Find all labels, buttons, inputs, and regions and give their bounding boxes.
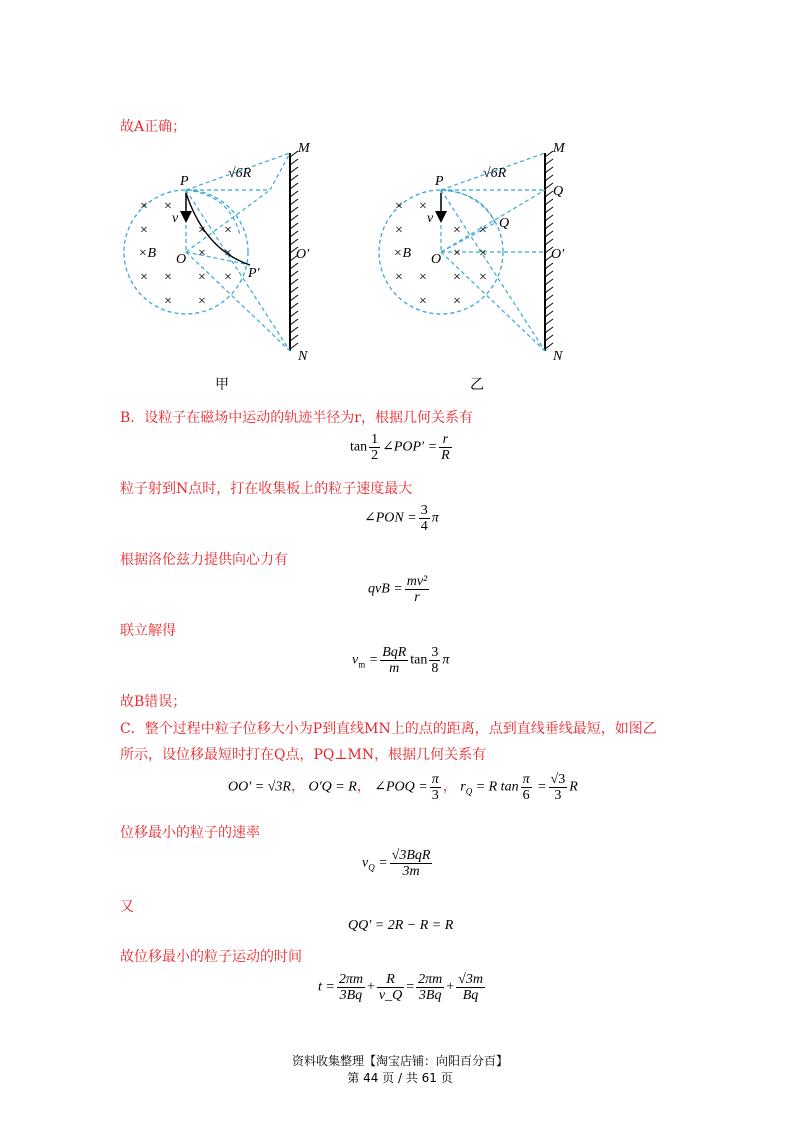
label-q-plate: Q bbox=[553, 184, 564, 199]
svg-text:×: × bbox=[395, 270, 403, 285]
svg-text:×: × bbox=[419, 294, 427, 309]
label-sqrt6r: √6R bbox=[228, 166, 252, 181]
label-o: O bbox=[431, 252, 442, 267]
equation-5: OO′ = √3R， O′Q = R， ∠POQ = $\frac{\pi}{3}$ ， $r_Q = R$ tan $\frac{\pi}{6}$ = $\frac{√3}{3}$ R bbox=[228, 772, 578, 803]
svg-text:×: × bbox=[140, 199, 148, 214]
svg-text:×: × bbox=[395, 223, 403, 238]
label-q-circle: Q bbox=[499, 216, 510, 231]
svg-text:×: × bbox=[224, 246, 232, 261]
label-b: ×B bbox=[138, 246, 156, 261]
svg-text:×: × bbox=[198, 294, 206, 309]
label-p-prime: P' bbox=[248, 266, 260, 281]
svg-text:×: × bbox=[140, 223, 148, 238]
c-rate-text: 位移最小的粒子的速率 bbox=[120, 825, 260, 841]
equation-3: qvB = $\frac{\text{mv²}}{r}$ bbox=[368, 574, 428, 605]
c-intro-line2: 所示，设位移最短时打在Q点，PQ⊥MN，根据几何关系有 bbox=[120, 747, 487, 763]
svg-text:×: × bbox=[198, 223, 206, 238]
svg-text:×: × bbox=[453, 294, 461, 309]
label-o: O bbox=[176, 252, 187, 267]
label-p: P bbox=[180, 174, 189, 189]
b-wrong-text: 故B错误； bbox=[120, 694, 187, 710]
equation-1: tan $\frac{1}{2}$ ∠POP′ = $\frac{r}{R}$ bbox=[350, 432, 450, 463]
figure-jia bbox=[110, 135, 340, 395]
b-n-point-text: 粒子射到N点时，打在收集板上的粒子速度最大 bbox=[120, 481, 413, 497]
svg-text:×: × bbox=[198, 246, 206, 261]
figure-yi bbox=[365, 135, 595, 395]
svg-text:×: × bbox=[479, 223, 487, 238]
svg-text:×: × bbox=[479, 270, 487, 285]
svg-text:×: × bbox=[224, 270, 232, 285]
svg-text:×: × bbox=[395, 199, 403, 214]
caption-jia: 甲 bbox=[215, 378, 229, 393]
svg-text:×: × bbox=[140, 270, 148, 285]
label-b: ×B bbox=[393, 246, 411, 261]
label-n: N bbox=[298, 349, 308, 364]
footer-source: 资料收集整理【淘宝店铺：向阳百分百】 bbox=[291, 1054, 508, 1068]
label-m: M bbox=[553, 141, 565, 156]
c-time-text: 故位移最小的粒子运动的时间 bbox=[120, 949, 302, 965]
svg-text:×: × bbox=[453, 223, 461, 238]
label-p: P bbox=[435, 174, 444, 189]
caption-yi: 乙 bbox=[470, 378, 484, 393]
svg-text:×: × bbox=[164, 270, 172, 285]
c-intro-line1: C．整个过程中粒子位移大小为P到直线MN上的点的距离，点到直线垂线最短，如图乙 bbox=[120, 721, 657, 737]
c-also-text: 又 bbox=[120, 899, 134, 915]
b-solve-text: 联立解得 bbox=[120, 623, 176, 639]
label-sqrt6r: √6R bbox=[483, 166, 507, 181]
svg-text:×: × bbox=[479, 246, 487, 261]
label-o-prime: O' bbox=[551, 247, 565, 262]
footer-page-number: 第 44 页 / 共 61 页 bbox=[347, 1071, 453, 1085]
equation-7: QQ′ = 2R − R = R bbox=[348, 918, 454, 933]
b-lorentz-text: 根据洛伦兹力提供向心力有 bbox=[120, 552, 288, 568]
label-v: v bbox=[172, 211, 179, 226]
svg-text:×: × bbox=[164, 294, 172, 309]
svg-text:×: × bbox=[419, 270, 427, 285]
equation-4: $v_m$ = $\frac{\text{BqR}}{m}$ tan $\frac{3}{8}$ π bbox=[352, 645, 450, 676]
svg-text:×: × bbox=[224, 223, 232, 238]
label-n: N bbox=[553, 349, 563, 364]
svg-text:×: × bbox=[164, 199, 172, 214]
equation-6: $v_Q$ = $\frac{\text{√3BqR}}{3m}$ bbox=[362, 848, 431, 879]
label-m: M bbox=[298, 141, 310, 156]
equation-2: ∠PON = $\frac{3}{4}$ π bbox=[364, 503, 439, 534]
label-v: v bbox=[427, 211, 434, 226]
svg-text:×: × bbox=[453, 270, 461, 285]
svg-text:×: × bbox=[419, 199, 427, 214]
label-o-prime: O' bbox=[296, 247, 310, 262]
a-correct-text: 故A正确； bbox=[120, 119, 187, 135]
svg-text:×: × bbox=[198, 270, 206, 285]
svg-text:×: × bbox=[453, 246, 461, 261]
b-intro-text: B．设粒子在磁场中运动的轨迹半径为r，根据几何关系有 bbox=[120, 410, 473, 426]
equation-8: t = $\frac{2\pi m}{3Bq}$ + $\frac{R}{v\_Q}$ = $\frac{2\pi m}{3Bq}$ + $\frac{√3m}{Bq}$ bbox=[318, 972, 483, 1003]
